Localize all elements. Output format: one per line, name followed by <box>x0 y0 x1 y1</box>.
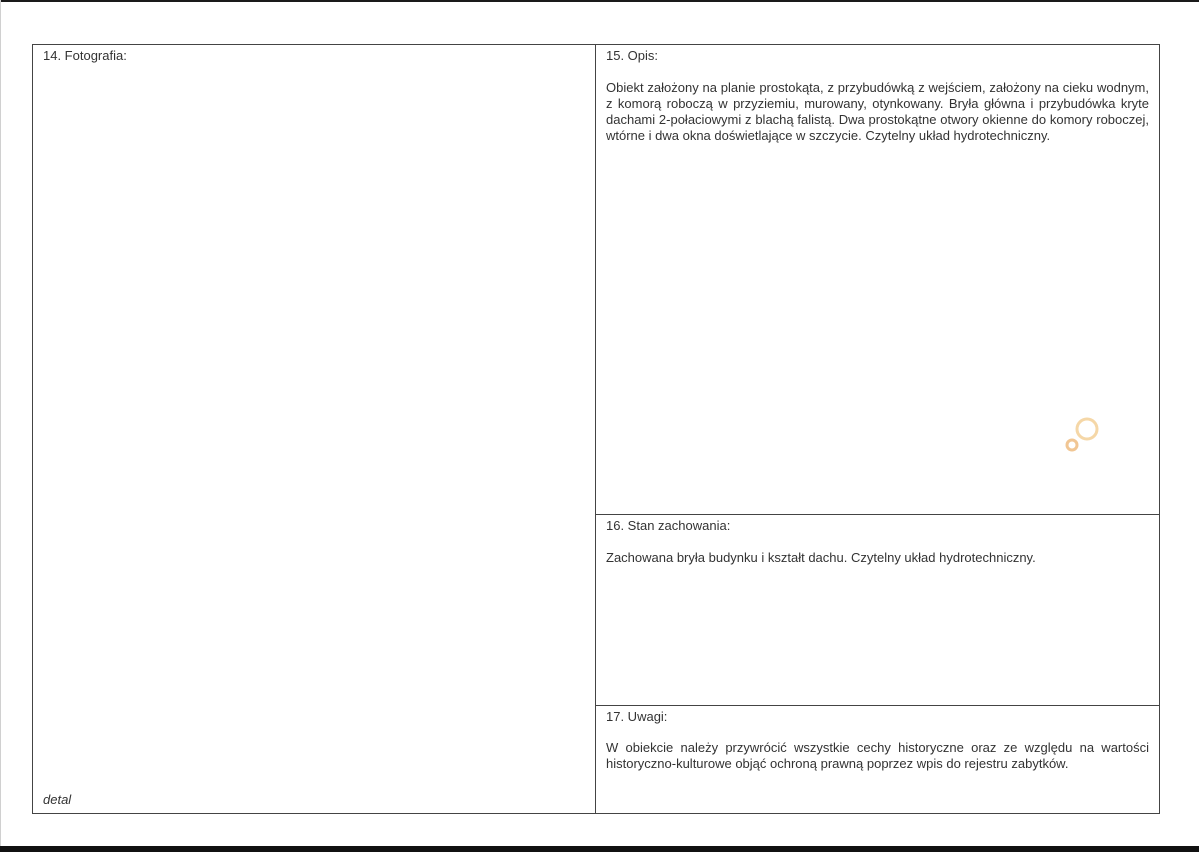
photo-section-label: 14. Fotografia: <box>43 48 127 63</box>
paper-stain <box>1063 412 1103 456</box>
remarks-section <box>596 706 1159 813</box>
condition-text: Zachowana bryła budynku i kształt dachu. Czytelny układ hydrotechniczny. <box>606 550 1036 565</box>
description-text: Obiekt założony na planie prostokąta, z przybudówką z wejściem, założony na cieku wodnym, z komorą roboczą w przyziemiu, murowany, otynkowany. Bryła główna i przybudówka kryte dachami 2-połaciowymi z blachą falistą. Dwa prostokątne otwory okienne do komory roboczej, wtórne i dwa okna doświetlające w szczycie. Czytelny układ hydrotechniczny. <box>606 80 1149 143</box>
remarks-text: W obiekcie należy przywrócić wszystkie cechy historyczne oraz ze względu na wartości historyczno-kulturowe objąć ochroną prawną poprzez wpis do rejestru zabytków. <box>606 740 1149 771</box>
stain-ring-large <box>1077 419 1097 439</box>
remarks-section-label: 17. Uwagi: <box>606 709 668 724</box>
condition-section <box>596 515 1159 706</box>
photo-section <box>33 45 596 813</box>
scan-edge-bottom <box>0 846 1199 852</box>
condition-section-label: 16. Stan zachowania: <box>606 518 731 533</box>
description-section-label: 15. Opis: <box>606 48 659 63</box>
scan-edge-left <box>0 0 1 852</box>
photo-caption: detal <box>43 792 72 807</box>
form-sheet <box>32 44 1160 814</box>
scan-edge-top <box>0 0 1199 2</box>
stain-ring-small <box>1067 440 1077 450</box>
